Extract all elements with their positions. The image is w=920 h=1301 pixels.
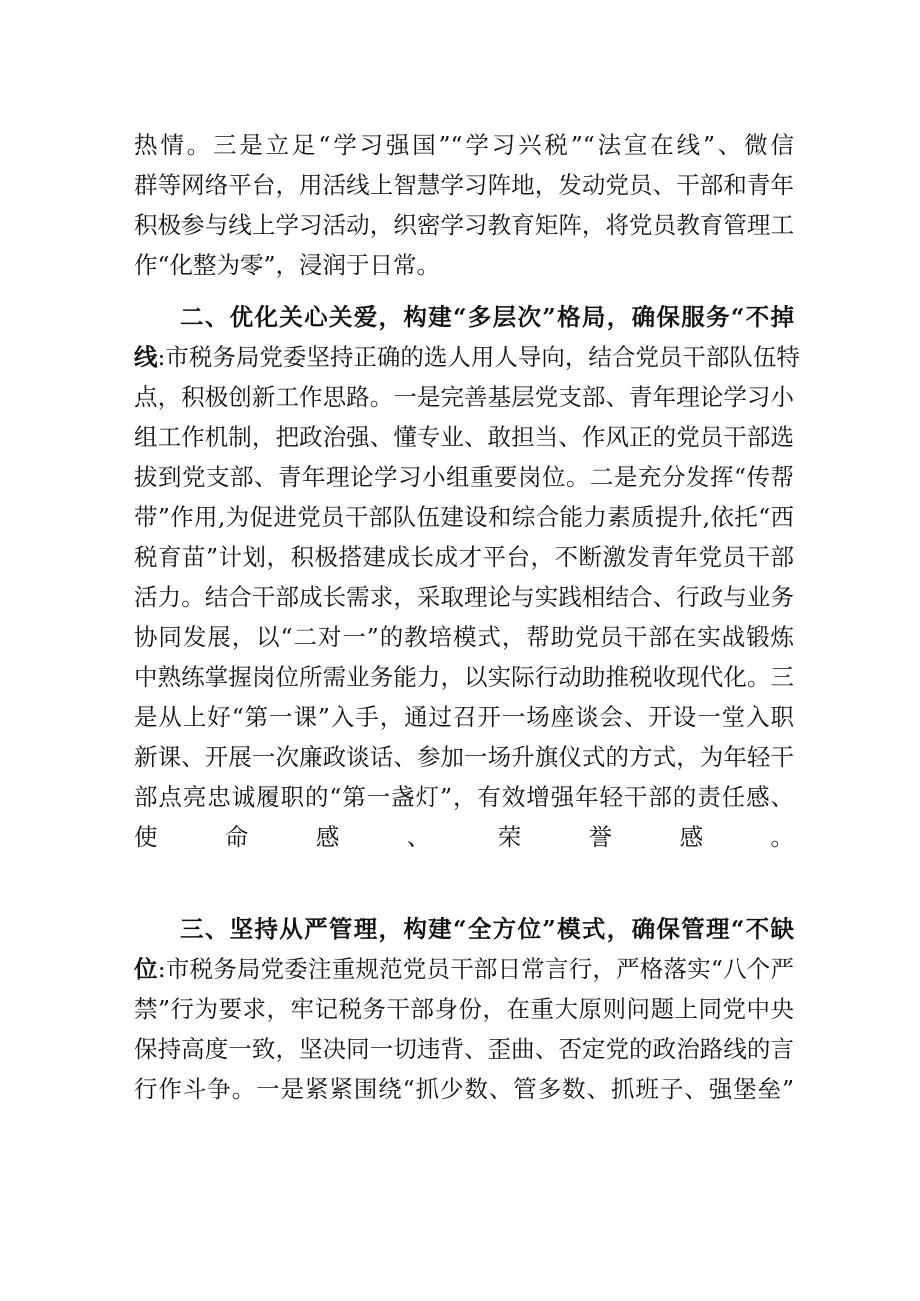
- paragraph-3-line-4: 行作斗争。一是紧紧围绕“抓少数、管多数、抓班子、强堡垒”: [134, 1075, 794, 1103]
- paragraph-2-line-11: 新课、开展一次廉政谈话、参加一场升旗仪式的方式，为年轻干: [134, 743, 794, 771]
- paragraph-2-line-9: 中熟练掌握岗位所需业务能力，以实际行动助推税收现代化。三: [134, 663, 794, 691]
- paragraph-2-line-1: [134, 337, 800, 377]
- paragraph-2-line-8: 协同发展，以“二对一”的教培模式，帮助党员干部在实战锻炼: [134, 623, 794, 651]
- paragraph-1-line-3: 积极参与线上学习活动，织密学习教育矩阵，将党员教育管理工: [134, 211, 794, 239]
- section-3-heading: 三、坚持从严管理，构建“全方位”模式，确保管理“不缺: [180, 915, 794, 943]
- paragraph-3-line-1-text: :市税务局党委注重规范党员干部日常言行，严格落实“八个严: [157, 955, 794, 983]
- paragraph-2-line-3: 组工作机制，把政治强、懂专业、敢担当、作风正的党员干部选: [134, 423, 794, 451]
- paragraph-2-line-4: 拔到党支部、青年理论学习小组重要岗位。二是充分发挥“传帮: [134, 463, 794, 491]
- paragraph-2-line-13: 使命感、荣誉感。: [134, 823, 794, 851]
- section-2-heading: 二、优化关心关爱，构建“多层次”格局，确保服务“不掉: [180, 303, 794, 331]
- paragraph-1-line-2: 群等网络平台，用活线上智慧学习阵地，发动党员、干部和青年: [134, 171, 794, 199]
- paragraph-2-line-2: 点，积极创新工作思路。一是完善基层党支部、青年理论学习小: [134, 383, 794, 411]
- paragraph-2-line-7: 活力。结合干部成长需求，采取理论与实践相结合、行政与业务: [134, 583, 794, 611]
- paragraph-1-line-4: 作“化整为零”，浸润于日常。: [134, 251, 441, 279]
- section-3-heading-end: 位: [134, 955, 158, 983]
- paragraph-2-line-5: 带”作用,为促进党员干部队伍建设和综合能力素质提升,依托“西: [134, 503, 794, 531]
- paragraph-2-line-14: [134, 857, 794, 897]
- paragraph-3-line-3: 保持高度一致，坚决同一切违背、歪曲、否定党的政治路线的言: [134, 1035, 794, 1063]
- paragraph-2-line-6: 税育苗”计划，积极搭建成长成才平台，不断激发青年党员干部: [134, 543, 794, 571]
- paragraph-3-line-2: 禁”行为要求，牢记税务干部身份，在重大原则问题上同党中央: [134, 995, 794, 1023]
- section-2-heading-end: 线: [134, 343, 158, 371]
- paragraph-3-line-1: [134, 949, 794, 989]
- paragraph-2-line-10: 是从上好“第一课”入手，通过召开一场座谈会、开设一堂入职: [134, 703, 794, 731]
- paragraph-2-line-12: 部点亮忠诚履职的“第一盏灯”，有效增强年轻干部的责任感、: [134, 783, 794, 811]
- paragraph-2-line-1-text: :市税务局党委坚持正确的选人用人导向，结合党员干部队伍特: [157, 343, 800, 371]
- paragraph-1-line-1: 热情。三是立足“学习强国”“学习兴税”“法宣在线”、微信: [134, 131, 794, 159]
